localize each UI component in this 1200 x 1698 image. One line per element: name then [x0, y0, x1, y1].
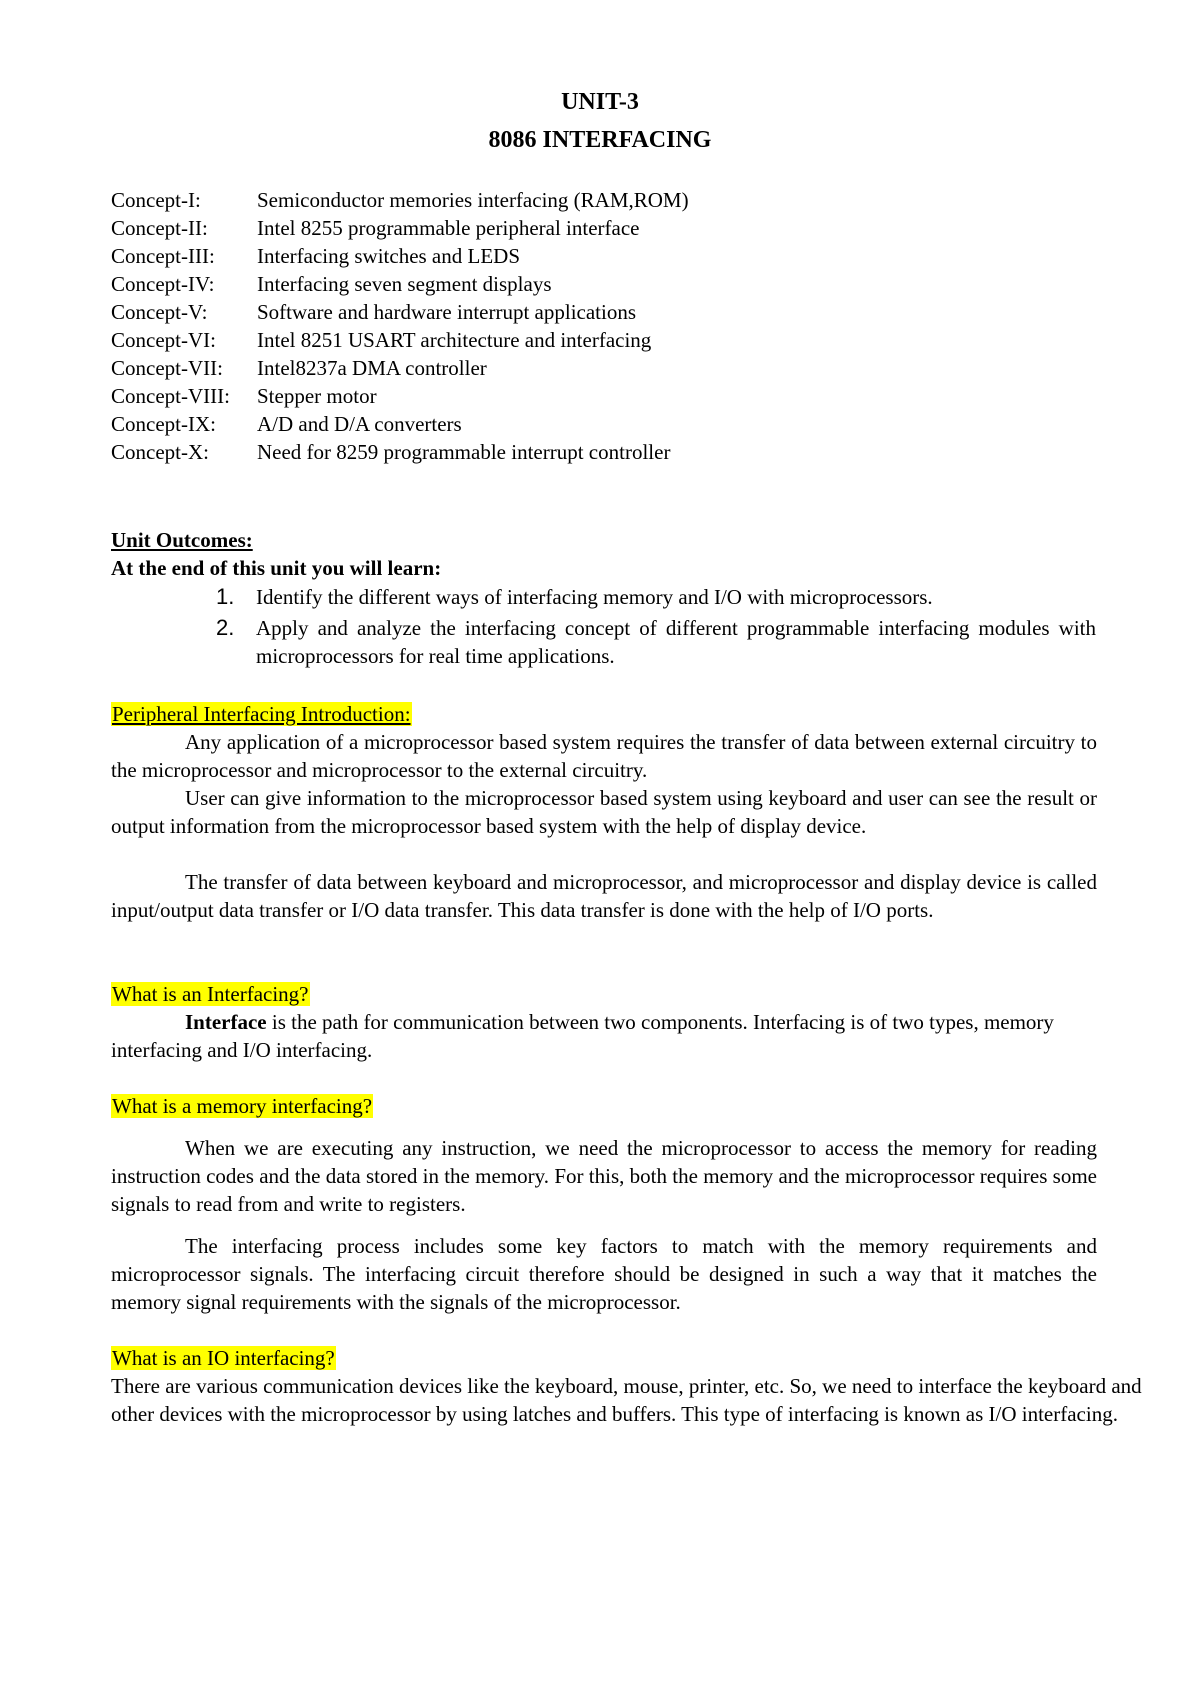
list-number: 2.: [216, 615, 235, 640]
concept-row: [111, 242, 1011, 270]
paragraph: The interfacing process includes some key factors to match with the memory requirements and microprocessor signals. The interfacing circuit therefore should be designed in such a way that it matches the memory signal requirements with the signals of the microprocessor.: [111, 1234, 1097, 1314]
section-heading-memory: [111, 1092, 1097, 1120]
concept-label: Concept-II:: [111, 216, 208, 240]
concept-label: Concept-X:: [111, 440, 209, 464]
concept-text: Stepper motor: [257, 384, 377, 408]
concept-text: Intel 8251 USART architecture and interfacing: [257, 328, 652, 352]
concept-label: Concept-VII:: [111, 356, 223, 380]
list-item: [216, 583, 1096, 611]
concept-label: Concept-III:: [111, 244, 215, 268]
concept-row: [111, 382, 1011, 410]
concept-row: [111, 270, 1011, 298]
highlighted-heading: What is an Interfacing?: [112, 982, 309, 1006]
concept-text: A/D and D/A converters: [257, 412, 462, 436]
concept-text: Interfacing switches and LEDS: [257, 244, 521, 268]
bold-term: Interface: [185, 1010, 267, 1034]
concept-label: Concept-VI:: [111, 328, 216, 352]
highlighted-heading: Peripheral Interfacing Introduction:: [112, 702, 411, 726]
concept-row: [111, 410, 1011, 438]
outcomes-heading: Unit Outcomes:: [111, 528, 253, 552]
concept-text: Intel 8255 programmable peripheral interface: [257, 216, 640, 240]
list-item-text: Identify the different ways of interfacing memory and I/O with microprocessors.: [256, 585, 933, 609]
concept-row: [111, 186, 1011, 214]
paragraph-text: is the path for communication between two components. Interfacing is of two types, memory interfacing and I/O interfacing.: [111, 1010, 1054, 1062]
outcomes-intro: At the end of this unit you will learn:: [111, 556, 442, 580]
outcomes-list: [216, 583, 1096, 670]
paragraph: The transfer of data between keyboard and microprocessor, and microprocessor and display device is called input/output data transfer or I/O data transfer. This data transfer is done with the help of I/O ports.: [111, 870, 1097, 922]
concept-label: Concept-IX:: [111, 412, 216, 436]
paragraph: When we are executing any instruction, we need the microprocessor to access the memory for reading instruction codes and the data stored in the memory. For this, both the memory and the microprocessor requires some signals to read from and write to registers.: [111, 1136, 1097, 1216]
concept-row: [111, 326, 1011, 354]
list-number: 1.: [216, 584, 235, 609]
concept-row: [111, 354, 1011, 382]
highlighted-heading: What is an IO interfacing?: [112, 1346, 335, 1370]
unit-title: UNIT-3: [561, 89, 639, 115]
section-heading-peripheral: [111, 700, 1097, 728]
concept-text: Intel8237a DMA controller: [257, 356, 487, 380]
concept-list: [111, 186, 1011, 466]
concept-text: Interfacing seven segment displays: [257, 272, 552, 296]
list-item: [216, 614, 1096, 670]
paragraph: [111, 1008, 1097, 1064]
section-heading-interfacing: [111, 980, 1097, 1008]
paragraph: User can give information to the microprocessor based system using keyboard and user can see the result or output information from the microprocessor based system with the help of display device.: [111, 786, 1097, 838]
highlighted-heading: What is a memory interfacing?: [112, 1094, 373, 1118]
paragraph: Any application of a microprocessor based system requires the transfer of data between external circuitry to the microprocessor and microprocessor to the external circuitry.: [111, 730, 1097, 782]
subject-title: 8086 INTERFACING: [488, 127, 712, 153]
section-heading-io: [111, 1344, 1097, 1372]
concept-row: [111, 298, 1011, 326]
concept-label: Concept-IV:: [111, 272, 215, 296]
concept-label: Concept-VIII:: [111, 384, 230, 408]
concept-text: Need for 8259 programmable interrupt controller: [257, 440, 671, 464]
concept-label: Concept-I:: [111, 188, 201, 212]
concept-label: Concept-V:: [111, 300, 208, 324]
concept-row: [111, 214, 1011, 242]
list-item-text: Apply and analyze the interfacing concept of different programmable interfacing modules with microprocessors for real time applications.: [256, 616, 1096, 668]
paragraph: There are various communication devices like the keyboard, mouse, printer, etc. So, we need to interface the keyboard and other devices with the microprocessor by using latches and buffers. This type of interfacing is known as I/O interfacing.: [111, 1374, 1142, 1426]
concept-text: Semiconductor memories interfacing (RAM,ROM): [257, 188, 689, 212]
concept-row: [111, 438, 1011, 466]
concept-text: Software and hardware interrupt applications: [257, 300, 637, 324]
